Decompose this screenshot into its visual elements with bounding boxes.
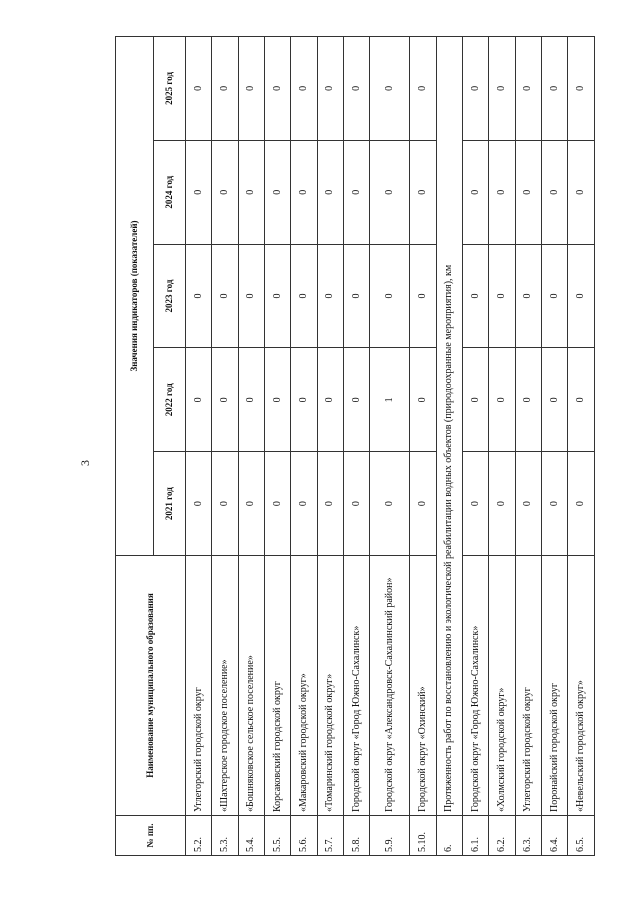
value-cell: 0 xyxy=(212,37,238,141)
value-cell: 0 xyxy=(238,37,264,141)
value-cell: 0 xyxy=(317,140,343,244)
row-number: 6.3. xyxy=(515,816,541,856)
municipality-name: Корсаковский городской округ xyxy=(265,556,291,816)
value-cell: 0 xyxy=(186,452,212,556)
value-cell: 0 xyxy=(542,244,568,348)
table-row xyxy=(265,37,291,856)
row-number: 6.1. xyxy=(463,816,489,856)
municipality-name: Городской округ «Город Южно-Сахалинск» xyxy=(344,556,370,816)
municipality-name: Поронайский городской округ xyxy=(542,556,568,816)
indicators-table-frame xyxy=(115,36,595,856)
value-cell: 0 xyxy=(515,244,541,348)
section-row xyxy=(436,37,462,856)
table-row xyxy=(212,37,238,856)
value-cell: 1 xyxy=(370,348,410,452)
value-cell: 0 xyxy=(515,452,541,556)
rotated-table-container xyxy=(115,36,595,856)
municipality-name: Городской округ «Охинский» xyxy=(410,556,436,816)
value-cell: 0 xyxy=(265,244,291,348)
municipality-name: «Макаровский городской округ» xyxy=(291,556,317,816)
value-cell: 0 xyxy=(344,452,370,556)
value-cell: 0 xyxy=(265,140,291,244)
row-number: 5.3. xyxy=(212,816,238,856)
value-cell: 0 xyxy=(410,140,436,244)
table-row xyxy=(463,37,489,856)
indicators-table xyxy=(115,36,595,856)
value-cell: 0 xyxy=(489,348,515,452)
value-cell: 0 xyxy=(515,37,541,141)
row-number: 5.7. xyxy=(317,816,343,856)
value-cell: 0 xyxy=(410,37,436,141)
value-cell: 0 xyxy=(238,244,264,348)
value-cell: 0 xyxy=(344,348,370,452)
header-year: 2024 год xyxy=(154,140,186,244)
row-number: 6.4. xyxy=(542,816,568,856)
value-cell: 0 xyxy=(265,452,291,556)
table-row xyxy=(186,37,212,856)
value-cell: 0 xyxy=(410,452,436,556)
value-cell: 0 xyxy=(291,452,317,556)
value-cell: 0 xyxy=(370,37,410,141)
value-cell: 0 xyxy=(410,348,436,452)
value-cell: 0 xyxy=(568,37,595,141)
table-row xyxy=(515,37,541,856)
row-number: 5.10. xyxy=(410,816,436,856)
value-cell: 0 xyxy=(317,37,343,141)
value-cell: 0 xyxy=(212,348,238,452)
value-cell: 0 xyxy=(265,37,291,141)
value-cell: 0 xyxy=(489,37,515,141)
value-cell: 0 xyxy=(568,140,595,244)
value-cell: 0 xyxy=(463,37,489,141)
value-cell: 0 xyxy=(212,244,238,348)
section-title: Протяженность работ по восстановлению и экологической реабилитации водных объектов (природоохранные мероприятия), км xyxy=(436,37,462,816)
value-cell: 0 xyxy=(542,348,568,452)
row-number: 5.5. xyxy=(265,816,291,856)
municipality-name: «Бошняковское сельское поселение» xyxy=(238,556,264,816)
section-number: 6. xyxy=(436,816,462,856)
municipality-name: Углегорский городской округ xyxy=(515,556,541,816)
value-cell: 0 xyxy=(489,140,515,244)
value-cell: 0 xyxy=(186,140,212,244)
value-cell: 0 xyxy=(370,244,410,348)
value-cell: 0 xyxy=(291,140,317,244)
value-cell: 0 xyxy=(186,244,212,348)
value-cell: 0 xyxy=(344,244,370,348)
table-row xyxy=(317,37,343,856)
value-cell: 0 xyxy=(463,348,489,452)
row-number: 5.2. xyxy=(186,816,212,856)
table-row xyxy=(344,37,370,856)
page-number: 3 xyxy=(78,460,92,466)
value-cell: 0 xyxy=(212,452,238,556)
municipality-name: «Томаринский городской округ» xyxy=(317,556,343,816)
header-year: 2023 год xyxy=(154,244,186,348)
value-cell: 0 xyxy=(463,140,489,244)
value-cell: 0 xyxy=(515,140,541,244)
table-row xyxy=(542,37,568,856)
table-row xyxy=(370,37,410,856)
value-cell: 0 xyxy=(317,348,343,452)
value-cell: 0 xyxy=(568,452,595,556)
table-row xyxy=(238,37,264,856)
header-indicators: Значения индикаторов (показателей) xyxy=(116,37,154,556)
municipality-name: «Шахтерское городское поселение» xyxy=(212,556,238,816)
header-year: 2022 год xyxy=(154,348,186,452)
value-cell: 0 xyxy=(463,452,489,556)
table-row xyxy=(410,37,436,856)
table-row xyxy=(291,37,317,856)
value-cell: 0 xyxy=(410,244,436,348)
value-cell: 0 xyxy=(370,140,410,244)
value-cell: 0 xyxy=(542,37,568,141)
header-name: Наименование муниципального образования xyxy=(116,556,186,816)
value-cell: 0 xyxy=(291,37,317,141)
value-cell: 0 xyxy=(370,452,410,556)
value-cell: 0 xyxy=(344,140,370,244)
header-num: № пп. xyxy=(116,816,186,856)
municipality-name: «Холмский городской округ» xyxy=(489,556,515,816)
value-cell: 0 xyxy=(291,348,317,452)
value-cell: 0 xyxy=(344,37,370,141)
value-cell: 0 xyxy=(568,244,595,348)
value-cell: 0 xyxy=(238,348,264,452)
value-cell: 0 xyxy=(515,348,541,452)
header-year: 2021 год xyxy=(154,452,186,556)
municipality-name: Углегорский городской округ xyxy=(186,556,212,816)
value-cell: 0 xyxy=(238,452,264,556)
municipality-name: Городской округ «Александровск-Сахалинский район» xyxy=(370,556,410,816)
municipality-name: Городской округ «Город Южно-Сахалинск» xyxy=(463,556,489,816)
municipality-name: «Невельский городской округ» xyxy=(568,556,595,816)
value-cell: 0 xyxy=(291,244,317,348)
row-number: 5.8. xyxy=(344,816,370,856)
row-number: 6.2. xyxy=(489,816,515,856)
value-cell: 0 xyxy=(186,348,212,452)
row-number: 5.9. xyxy=(370,816,410,856)
value-cell: 0 xyxy=(265,348,291,452)
value-cell: 0 xyxy=(542,140,568,244)
row-number: 5.6. xyxy=(291,816,317,856)
value-cell: 0 xyxy=(568,348,595,452)
value-cell: 0 xyxy=(542,452,568,556)
value-cell: 0 xyxy=(186,37,212,141)
table-row xyxy=(568,37,595,856)
header-year: 2025 год xyxy=(154,37,186,141)
row-number: 5.4. xyxy=(238,816,264,856)
value-cell: 0 xyxy=(317,244,343,348)
value-cell: 0 xyxy=(463,244,489,348)
table-row xyxy=(489,37,515,856)
value-cell: 0 xyxy=(238,140,264,244)
row-number: 6.5. xyxy=(568,816,595,856)
value-cell: 0 xyxy=(212,140,238,244)
value-cell: 0 xyxy=(317,452,343,556)
value-cell: 0 xyxy=(489,452,515,556)
table-header xyxy=(116,37,186,856)
value-cell: 0 xyxy=(489,244,515,348)
